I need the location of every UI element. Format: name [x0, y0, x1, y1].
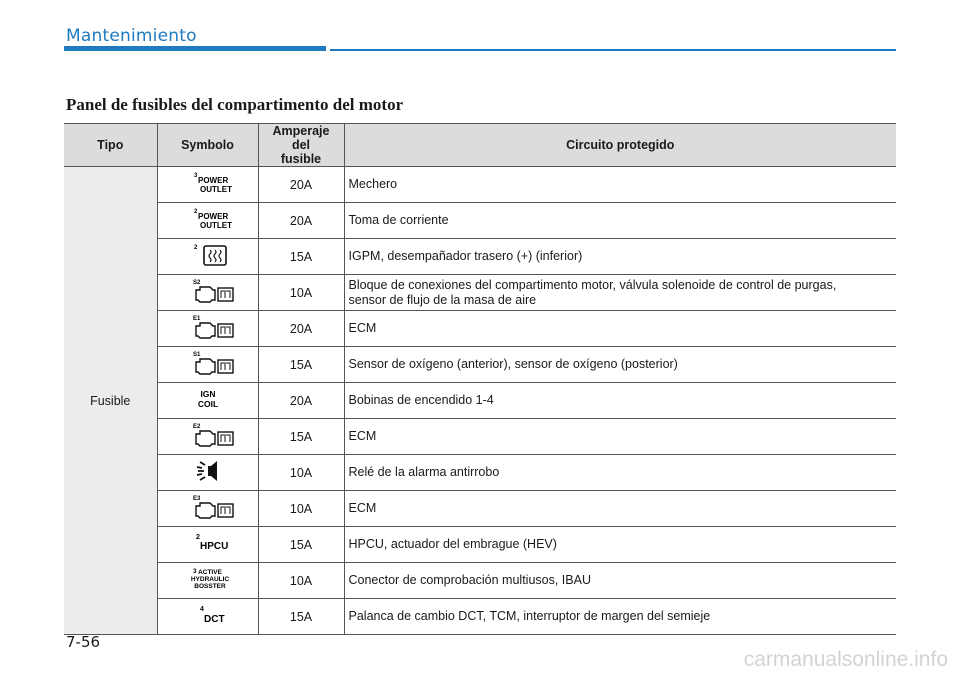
table-row	[64, 419, 896, 455]
svg-text:HYDRAULIC: HYDRAULIC	[190, 576, 229, 583]
symbol-cell	[157, 239, 258, 275]
svg-text:E3: E3	[192, 496, 200, 502]
amperage-cell: 15A	[258, 239, 344, 275]
header-circuito: Circuito protegido	[344, 124, 896, 167]
horn-icon	[168, 456, 248, 486]
table-header-row	[64, 124, 896, 167]
table-row	[64, 167, 896, 203]
svg-text:3: 3	[193, 173, 197, 179]
svg-text:E1: E1	[192, 316, 200, 322]
table-row	[64, 563, 896, 599]
section-title: Mantenimiento	[66, 26, 197, 46]
svg-text:DCT: DCT	[203, 614, 225, 625]
symbol-cell	[157, 167, 258, 203]
table-row	[64, 311, 896, 347]
circuit-cell: ECM	[344, 311, 896, 347]
circuit-cell: IGPM, desempañador trasero (+) (inferior)	[344, 239, 896, 275]
dct-text	[168, 600, 248, 630]
page-number: 7-56	[66, 633, 101, 651]
ign-coil-text	[168, 384, 248, 414]
amperage-cell: 20A	[258, 167, 344, 203]
symbol-cell	[157, 419, 258, 455]
type-cell: Fusible	[64, 167, 157, 635]
table-row	[64, 239, 896, 275]
circuit-cell: Sensor de oxígeno (anterior), sensor de oxígeno (posterior)	[344, 347, 896, 383]
table-row	[64, 599, 896, 635]
fuse-table	[64, 123, 896, 635]
svg-text:BOSSTER: BOSSTER	[193, 583, 226, 590]
circuit-cell: ECM	[344, 491, 896, 527]
symbol-cell	[157, 491, 258, 527]
circuit-cell: ECM	[344, 419, 896, 455]
active-hydraulic-booster-text	[168, 564, 248, 594]
amperage-cell: 20A	[258, 203, 344, 239]
symbol-cell	[157, 203, 258, 239]
circuit-cell: Palanca de cambio DCT, TCM, interruptor de margen del semieje	[344, 599, 896, 635]
svg-text:2: 2	[195, 534, 200, 541]
symbol-cell	[157, 527, 258, 563]
circuit-cell: Bobinas de encendido 1-4	[344, 383, 896, 419]
amperage-cell: 15A	[258, 599, 344, 635]
table-row	[64, 203, 896, 239]
table-row	[64, 491, 896, 527]
circuit-cell: Conector de comprobación multiusos, IBAU	[344, 563, 896, 599]
hpcu-text	[168, 528, 248, 558]
circuit-cell: Bloque de conexiones del compartimento motor, válvula solenoide de control de purgas, sensor de flujo de la masa de aire	[344, 275, 896, 311]
table-row	[64, 527, 896, 563]
engine-manual-icon	[168, 312, 248, 342]
svg-text:HPCU: HPCU	[199, 541, 228, 552]
svg-text:2: 2	[193, 245, 197, 251]
table-row	[64, 347, 896, 383]
symbol-cell	[157, 599, 258, 635]
amperage-cell: 20A	[258, 383, 344, 419]
svg-text:S1: S1	[192, 352, 200, 358]
circuit-cell: Mechero	[344, 167, 896, 203]
svg-text:COIL: COIL	[197, 399, 218, 409]
power-outlet-icon	[168, 204, 248, 234]
symbol-cell	[157, 311, 258, 347]
header-amperaje: Amperaje del fusible	[258, 124, 344, 167]
symbol-cell	[157, 275, 258, 311]
amperage-cell: 10A	[258, 563, 344, 599]
svg-text:3: 3	[192, 568, 197, 575]
svg-text:OUTLET: OUTLET	[199, 185, 232, 194]
amperage-cell: 10A	[258, 275, 344, 311]
circuit-cell: HPCU, actuador del embrague (HEV)	[344, 527, 896, 563]
amperage-cell: 10A	[258, 491, 344, 527]
page-heading: Panel de fusibles del compartimento del motor	[66, 95, 404, 114]
rear-defroster-icon	[168, 240, 248, 270]
engine-manual-icon	[168, 420, 248, 450]
power-outlet-icon	[168, 168, 248, 198]
circuit-cell: Toma de corriente	[344, 203, 896, 239]
header-simbolo: Symbolo	[157, 124, 258, 167]
table-row	[64, 383, 896, 419]
watermark: carmanualsonline.info	[743, 648, 948, 671]
amperage-cell: 15A	[258, 419, 344, 455]
svg-text:2: 2	[193, 209, 197, 215]
svg-text:POWER: POWER	[197, 176, 228, 185]
symbol-cell	[157, 383, 258, 419]
svg-text:IGN: IGN	[199, 389, 216, 399]
svg-text:POWER: POWER	[197, 212, 228, 221]
header-tipo: Tipo	[64, 124, 157, 167]
engine-manual-icon	[168, 492, 248, 522]
symbol-cell	[157, 563, 258, 599]
svg-text:4: 4	[199, 606, 204, 613]
symbol-cell	[157, 455, 258, 491]
amperage-cell: 10A	[258, 455, 344, 491]
amperage-cell: 15A	[258, 527, 344, 563]
table-row	[64, 275, 896, 311]
amperage-cell: 20A	[258, 311, 344, 347]
svg-text:E2: E2	[192, 424, 200, 430]
svg-text:S2: S2	[192, 280, 200, 286]
symbol-cell	[157, 347, 258, 383]
svg-text:ACTIVE: ACTIVE	[197, 569, 222, 576]
header-bar-thick	[64, 46, 326, 51]
engine-manual-icon	[168, 348, 248, 378]
table-row	[64, 455, 896, 491]
engine-manual-icon	[168, 276, 248, 306]
circuit-cell: Relé de la alarma antirrobo	[344, 455, 896, 491]
header-bar-thin	[330, 49, 896, 51]
amperage-cell: 15A	[258, 347, 344, 383]
svg-text:OUTLET: OUTLET	[199, 221, 232, 230]
